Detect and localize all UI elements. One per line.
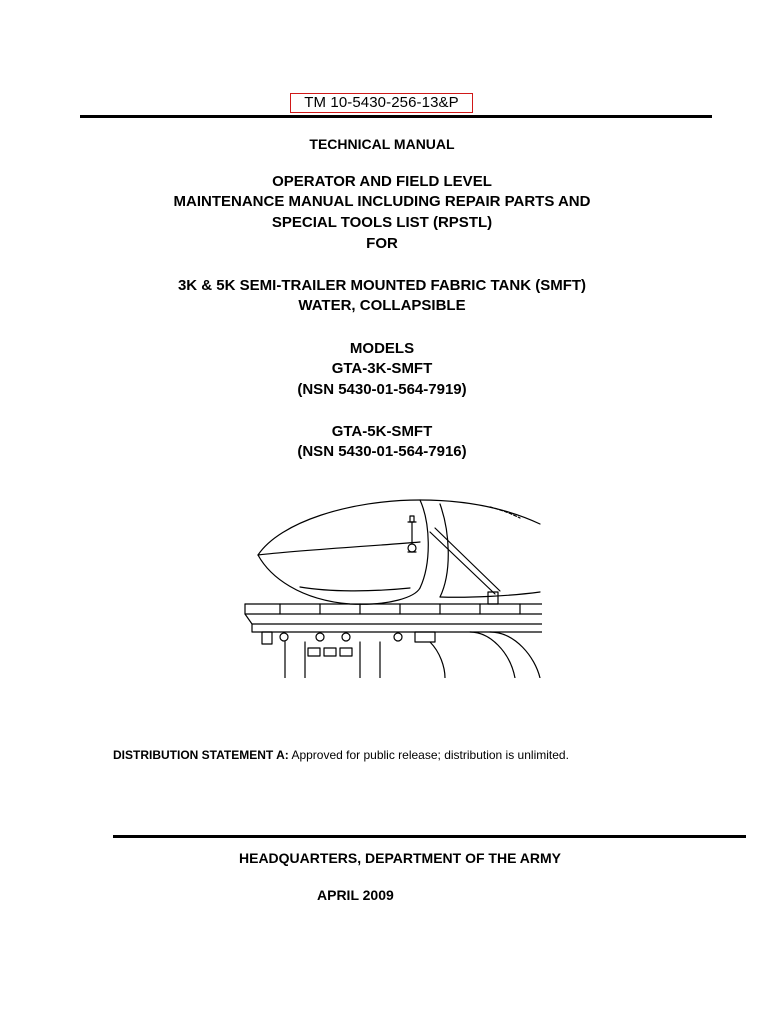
publication-date: APRIL 2009 <box>317 887 394 903</box>
distribution-label: DISTRIBUTION STATEMENT A: <box>113 748 289 762</box>
bottom-rule <box>113 835 746 838</box>
model-2-name: GTA-5K-SMFT <box>331 423 433 440</box>
distribution-text: Approved for public release; distribution is unlimited. <box>288 748 569 762</box>
model-2-nsn: (NSN 5430-01-564-7916) <box>297 443 467 460</box>
manual-title-line-1: OPERATOR AND FIELD LEVEL <box>272 173 492 190</box>
fabric-tank-trailer-illustration <box>240 492 542 678</box>
doc-type-label: TECHNICAL MANUAL <box>309 136 455 152</box>
models-heading: MODELS <box>349 340 415 357</box>
manual-title-line-2: MAINTENANCE MANUAL INCLUDING REPAIR PARTS AND <box>173 193 591 210</box>
headquarters-label: HEADQUARTERS, DEPARTMENT OF THE ARMY <box>239 850 561 866</box>
distribution-statement <box>113 747 569 763</box>
subject-line-1: 3K & 5K SEMI-TRAILER MOUNTED FABRIC TANK (SMFT) <box>177 277 587 294</box>
tm-number: TM 10-5430-256-13&P <box>290 93 473 113</box>
model-1-name: GTA-3K-SMFT <box>331 360 433 377</box>
manual-title-line-3: SPECIAL TOOLS LIST (RPSTL) <box>271 214 493 231</box>
top-rule <box>80 115 712 118</box>
model-1-nsn: (NSN 5430-01-564-7919) <box>297 381 467 398</box>
manual-title-line-4: FOR <box>366 235 398 252</box>
subject-line-2: WATER, COLLAPSIBLE <box>298 297 466 314</box>
